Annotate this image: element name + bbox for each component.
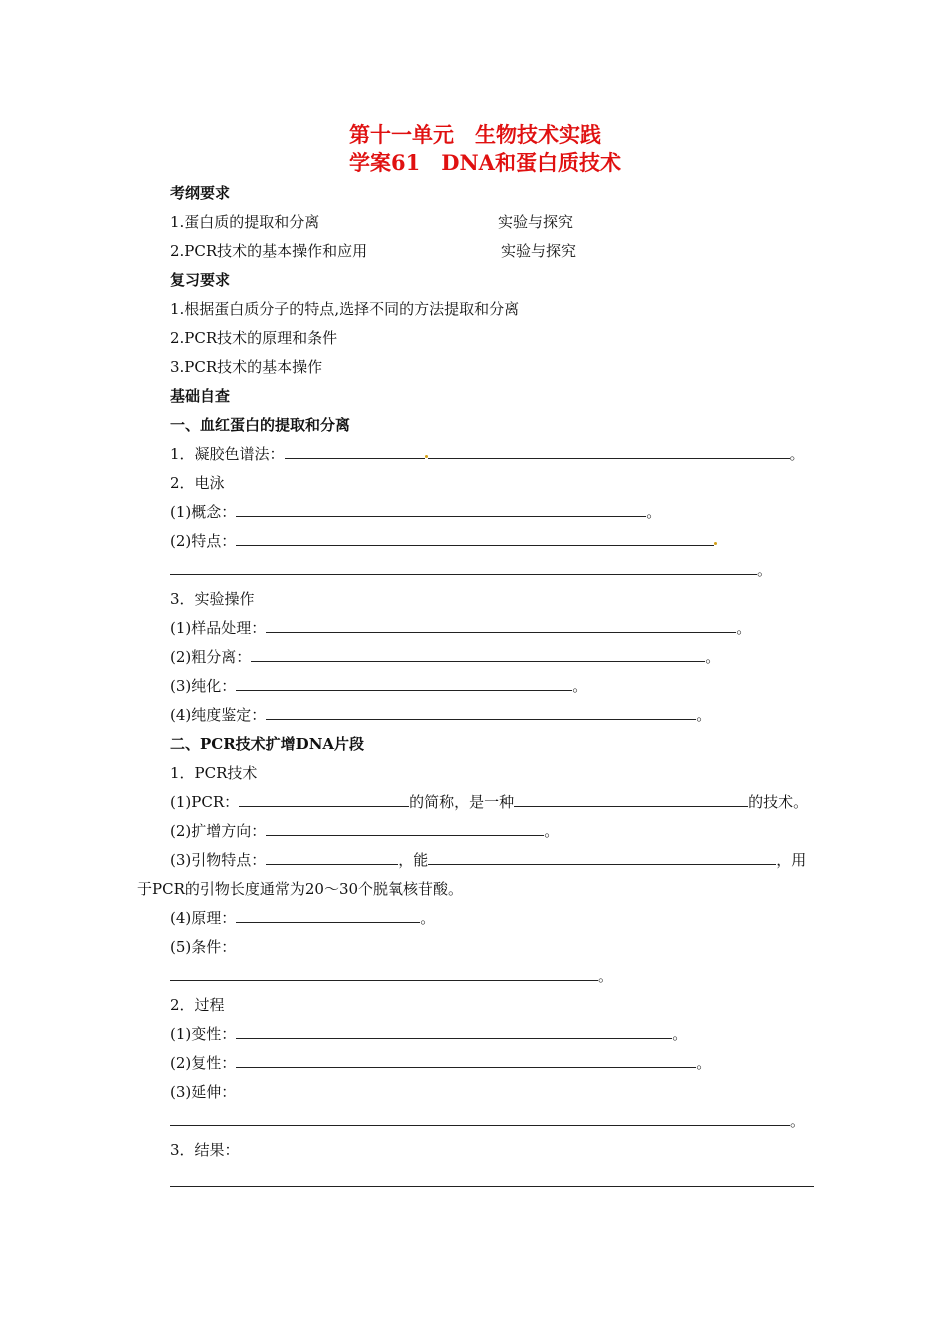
- part1-q2-2: [170, 531, 717, 551]
- part1-q3-1-label: (1)样品处理：: [170, 619, 267, 637]
- part2-q1: 1．PCR技术: [170, 764, 258, 782]
- answer-blank[interactable]: [236, 676, 572, 691]
- part1-q1: [170, 444, 805, 464]
- answer-blank[interactable]: [170, 1186, 814, 1187]
- part1-q2-2-cont: [170, 560, 772, 580]
- part2-q1-2: [170, 821, 559, 841]
- period: 。: [572, 677, 588, 695]
- part1-q3-2: [170, 647, 720, 667]
- answer-blank[interactable]: [428, 850, 776, 865]
- part2-q2-2: [170, 1053, 711, 1073]
- kaogang-item-2: 2.PCR技术的基本操作和应用: [170, 242, 368, 260]
- part2-q1-2-label: (2)扩增方向：: [170, 822, 267, 840]
- kaogang-item-1-level: 实验与探究: [498, 213, 574, 231]
- part2-q2-2-label: (2)复性：: [170, 1054, 237, 1072]
- answer-blank[interactable]: [239, 792, 409, 807]
- answer-blank[interactable]: [266, 705, 696, 720]
- part2-q1-3-mid: ，能: [398, 851, 429, 869]
- answer-blank[interactable]: [514, 792, 748, 807]
- answer-blank[interactable]: [170, 966, 598, 981]
- part2-q2: 2．过程: [170, 996, 225, 1014]
- answer-blank[interactable]: [236, 531, 714, 546]
- part1-q2: 2．电泳: [170, 474, 225, 492]
- part1-q1-label: 1．凝胶色谱法：: [170, 445, 285, 463]
- answer-blank[interactable]: [236, 908, 420, 923]
- period: 。: [420, 909, 436, 927]
- part1-q3-2-label: (2)粗分离：: [170, 648, 252, 666]
- period: 。: [736, 619, 752, 637]
- answer-blank[interactable]: [236, 502, 646, 517]
- period: 。: [705, 648, 721, 666]
- answer-blank[interactable]: [251, 647, 705, 662]
- answer-blank[interactable]: [428, 444, 790, 459]
- part2-q1-3: [170, 850, 806, 870]
- part2-q2-1: [170, 1024, 687, 1044]
- part1-q3-4-label: (4)纯度鉴定：: [170, 706, 267, 724]
- part2-heading: 二、PCR技术扩增DNA片段: [170, 735, 365, 753]
- period: 。: [646, 503, 662, 521]
- period: 。: [789, 445, 805, 463]
- unit-title: 第十一单元 生物技术实践: [349, 122, 601, 147]
- part2-q2-3-cont: [170, 1111, 805, 1131]
- part1-q3-1: [170, 618, 751, 638]
- answer-blank[interactable]: [266, 821, 544, 836]
- part2-q1-4: [170, 908, 435, 928]
- fuxi-item-1: 1.根据蛋白质分子的特点,选择不同的方法提取和分离: [170, 300, 520, 318]
- part2-q2-1-label: (1)变性：: [170, 1025, 237, 1043]
- part1-q3: 3．实验操作: [170, 590, 255, 608]
- kaogang-item-1: 1.蛋白质的提取和分离: [170, 213, 320, 231]
- section-heading-kaogang: 考纲要求: [170, 184, 231, 202]
- part2-q1-3-end: ，用: [776, 851, 807, 869]
- period: 。: [696, 706, 712, 724]
- answer-blank[interactable]: [170, 560, 757, 575]
- part2-q1-3-label: (3)引物特点：: [170, 851, 267, 869]
- answer-blank[interactable]: [285, 444, 425, 459]
- period: 。: [790, 1112, 806, 1130]
- part2-q3: 3．结果：: [170, 1141, 240, 1159]
- answer-blank[interactable]: [236, 1024, 672, 1039]
- part1-q3-3: [170, 676, 587, 696]
- part2-q1-5: (5)条件：: [170, 938, 237, 956]
- kaogang-item-2-level: 实验与探究: [501, 242, 577, 260]
- part2-q1-1-end: 的技术。: [748, 793, 809, 811]
- part1-q2-2-label: (2)特点：: [170, 532, 237, 550]
- dot-mark: [714, 542, 717, 545]
- fuxi-item-3: 3.PCR技术的基本操作: [170, 358, 323, 376]
- period: 。: [696, 1054, 712, 1072]
- period: 。: [757, 561, 773, 579]
- section-heading-jichu: 基础自查: [170, 387, 231, 405]
- period: 。: [598, 967, 614, 985]
- answer-blank[interactable]: [170, 1111, 790, 1126]
- part1-q3-3-label: (3)纯化：: [170, 677, 237, 695]
- part1-q2-1: [170, 502, 661, 522]
- answer-blank[interactable]: [266, 618, 736, 633]
- part2-q1-4-label: (4)原理：: [170, 909, 237, 927]
- part2-q1-1: [170, 792, 808, 812]
- part1-q3-4: [170, 705, 711, 725]
- part1-heading: 一、血红蛋白的提取和分离: [170, 416, 351, 434]
- period: 。: [544, 822, 560, 840]
- section-heading-fuxi: 复习要求: [170, 271, 231, 289]
- part2-q2-3: (3)延伸：: [170, 1083, 237, 1101]
- fuxi-item-2: 2.PCR技术的原理和条件: [170, 329, 338, 347]
- part2-q1-3-cont: 于PCR的引物长度通常为20～30个脱氧核苷酸。: [137, 880, 464, 898]
- part2-q1-1-label: (1)PCR：: [170, 793, 240, 811]
- lesson-title: 学案61 DNA和蛋白质技术: [349, 150, 621, 175]
- part2-q1-5-cont: [170, 966, 613, 986]
- part2-q1-1-mid: 的简称，是一种: [409, 793, 515, 811]
- part1-q2-1-label: (1)概念：: [170, 503, 237, 521]
- answer-blank[interactable]: [266, 850, 398, 865]
- answer-blank[interactable]: [236, 1053, 696, 1068]
- period: 。: [672, 1025, 688, 1043]
